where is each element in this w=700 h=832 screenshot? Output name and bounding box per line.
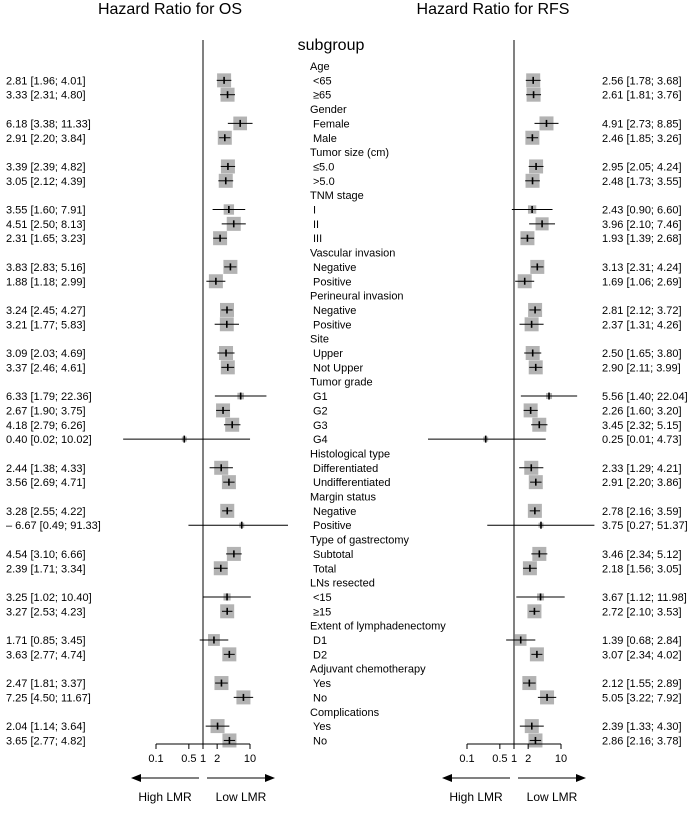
os-tick-label: 0.1	[148, 753, 164, 765]
os-arrow-right-head	[265, 774, 275, 782]
rfs-tick-label: 0.1	[459, 753, 475, 765]
subgroup-level-label: Female	[313, 118, 350, 131]
subgroup-category-label: LNs resected	[310, 577, 375, 590]
os-ci-text: 2.67 [1.90; 3.75]	[6, 405, 86, 418]
axis-layer	[131, 744, 586, 804]
rfs-ci-text: 2.78 [2.16; 3.59]	[602, 505, 682, 518]
subgroup-level-label: G4	[313, 434, 328, 447]
subgroup-category-label: Tumor grade	[310, 376, 373, 389]
rfs-ci-text: 3.46 [2.34; 5.12]	[602, 548, 682, 561]
os-ci-text: 3.28 [2.55; 4.22]	[6, 505, 86, 518]
rfs-ci-text: 3.13 [2.31; 4.24]	[602, 261, 682, 274]
rfs-ci-text: 2.33 [1.29; 4.21]	[602, 462, 682, 475]
os-ci-text: 2.39 [1.71; 3.34]	[6, 563, 86, 576]
os-ci-text: 7.25 [4.50; 11.67]	[6, 692, 91, 705]
subgroup-level-label: Male	[313, 132, 337, 145]
os-ci-text: 3.09 [2.03; 4.69]	[6, 348, 86, 360]
subgroup-level-label: G1	[313, 391, 328, 404]
rfs-tick-label: 10	[554, 753, 568, 765]
subgroup-category-label: Site	[310, 333, 329, 346]
subgroup-level-label: ≥15	[313, 606, 332, 619]
subgroup-category-label: Type of gastrectomy	[310, 534, 410, 547]
subgroup-level-label: <15	[313, 591, 332, 604]
subgroup-level-label: D1	[313, 635, 328, 647]
rfs-ci-text: 2.39 [1.33; 4.30]	[602, 721, 682, 734]
os-ci-text: 2.91 [2.20; 3.84]	[6, 132, 86, 145]
rfs-arrow-left-head	[442, 774, 452, 782]
rfs-ci-text: 2.91 [2.20; 3.86]	[602, 477, 682, 490]
rfs-arrow-right-head	[576, 774, 586, 782]
rfs-ci-text: 3.45 [2.32; 5.15]	[602, 419, 682, 432]
subgroup-level-label: II	[313, 218, 320, 231]
subgroup-category-label: Vascular invasion	[310, 247, 396, 260]
subgroup-level-label: Positive	[313, 520, 352, 533]
os-ci-text: 3.63 [2.77; 4.74]	[6, 649, 86, 662]
rfs-ci-text: 4.91 [2.73; 8.85]	[602, 118, 682, 131]
subgroup-level-label: No	[313, 692, 328, 705]
subgroup-category-label: Extent of lymphadenectomy	[310, 620, 446, 633]
os-tick-label: 1	[199, 753, 207, 765]
os-ci-text: 6.33 [1.79; 22.36]	[6, 391, 92, 404]
rows-layer	[6, 40, 688, 747]
os-title: Hazard Ratio for OS	[97, 1, 243, 18]
rfs-ci-text: 2.43 [0.90; 6.60]	[602, 204, 682, 217]
rfs-high-lmr-label: High LMR	[449, 790, 503, 804]
os-tick-label: 2	[214, 753, 221, 765]
os-ci-text: 3.27 [2.53; 4.23]	[6, 606, 86, 619]
rfs-ci-text: 2.46 [1.85; 3.26]	[602, 132, 682, 145]
subgroup-level-label: Not Upper	[313, 362, 364, 375]
subgroup-category-label: TNM stage	[310, 190, 364, 203]
rfs-ci-text: 1.69 [1.06; 2.69]	[602, 276, 682, 289]
os-ci-text: 3.55 [1.60; 7.91]	[6, 204, 86, 217]
subgroup-header: subgroup	[297, 37, 365, 54]
rfs-ci-text: 2.50 [1.65; 3.80]	[602, 348, 682, 360]
rfs-ci-text: 2.18 [1.56; 3.05]	[602, 563, 682, 576]
os-ci-text: – 6.67 [0.49; 91.33]	[6, 520, 101, 533]
rfs-low-lmr-label: Low LMR	[526, 790, 578, 804]
rfs-ci-text: 5.56 [1.40; 22.04]	[602, 391, 688, 404]
subgroup-level-label: III	[313, 233, 323, 246]
os-ci-text: 3.37 [2.46; 4.61]	[6, 362, 86, 375]
subgroup-level-label: Differentiated	[313, 462, 379, 475]
rfs-ci-text: 3.67 [1.12; 11.98]	[602, 591, 687, 604]
rfs-ci-text: 2.90 [2.11; 3.99]	[602, 362, 681, 375]
rfs-ci-text: 2.81 [2.12; 3.72]	[602, 304, 682, 317]
subgroup-level-label: D2	[313, 649, 328, 662]
os-arrow-left-head	[131, 774, 141, 782]
os-ci-text: 3.65 [2.77; 4.82]	[6, 735, 86, 748]
os-ci-text: 2.31 [1.65; 3.23]	[6, 233, 86, 246]
os-ci-text: 1.71 [0.85; 3.45]	[6, 635, 86, 647]
subgroup-level-label: G2	[313, 405, 328, 418]
rfs-title: Hazard Ratio for RFS	[416, 1, 570, 18]
subgroup-level-label: <65	[313, 75, 332, 88]
rfs-ci-text: 2.95 [2.05; 4.24]	[602, 161, 682, 174]
os-ci-text: 3.05 [2.12; 4.39]	[6, 175, 86, 188]
rfs-tick-label: 2	[525, 753, 532, 765]
subgroup-category-label: Margin status	[310, 491, 377, 504]
subgroup-level-label: Positive	[313, 276, 352, 289]
os-ci-text: 4.54 [3.10; 6.66]	[6, 548, 86, 561]
os-ci-text: 0.40 [0.02; 10.02]	[6, 434, 92, 447]
os-ci-text: 2.47 [1.81; 3.37]	[6, 678, 86, 691]
subgroup-category-label: Age	[310, 61, 330, 73]
rfs-ci-text: 3.07 [2.34; 4.02]	[602, 649, 682, 662]
rfs-ci-text: 2.12 [1.55; 2.89]	[602, 678, 682, 691]
os-ci-text: 3.83 [2.83; 5.16]	[6, 261, 86, 274]
os-ci-text: 3.25 [1.02; 10.40]	[6, 591, 92, 604]
os-ci-text: 6.18 [3.38; 11.33]	[6, 118, 91, 131]
rfs-ci-text: 3.75 [0.27; 51.37]	[602, 520, 688, 533]
os-ci-text: 3.33 [2.31; 4.80]	[6, 89, 86, 102]
subgroup-level-label: >5.0	[313, 175, 335, 188]
rfs-ci-text: 2.61 [1.81; 3.76]	[602, 89, 682, 102]
os-ci-text: 4.51 [2.50; 8.13]	[6, 218, 86, 231]
subgroup-level-label: G3	[313, 419, 328, 432]
os-ci-text: 3.39 [2.39; 4.82]	[6, 161, 86, 174]
os-ci-text: 2.81 [1.96; 4.01]	[6, 75, 86, 88]
os-ci-text: 3.56 [2.69; 4.71]	[6, 477, 86, 490]
subgroup-level-label: I	[313, 204, 317, 217]
rfs-ci-text: 2.86 [2.16; 3.78]	[602, 735, 682, 748]
os-tick-label: 0.5	[181, 753, 197, 765]
subgroup-level-label: Subtotal	[313, 548, 354, 561]
subgroup-level-label: Negative	[313, 304, 357, 317]
subgroup-level-label: ≥65	[313, 89, 332, 102]
os-ci-text: 1.88 [1.18; 2.99]	[6, 276, 86, 289]
rfs-ci-text: 1.39 [0.68; 2.84]	[602, 635, 682, 647]
subgroup-level-label: Negative	[313, 261, 357, 274]
rfs-ci-text: 1.93 [1.39; 2.68]	[602, 233, 682, 246]
os-ci-text: 2.44 [1.38; 4.33]	[6, 462, 86, 475]
subgroup-category-label: Histological type	[310, 448, 391, 461]
rfs-ci-text: 2.48 [1.73; 3.55]	[602, 175, 682, 188]
subgroup-category-label: Adjuvant chemotherapy	[310, 663, 426, 676]
subgroup-level-label: No	[313, 735, 328, 748]
subgroup-level-label: Upper	[313, 348, 343, 360]
os-ci-text: 2.04 [1.14; 3.64]	[6, 721, 86, 734]
rfs-ci-text: 3.96 [2.10; 7.46]	[602, 218, 682, 231]
rfs-ci-text: 2.72 [2.10; 3.53]	[602, 606, 682, 619]
rfs-ci-text: 2.26 [1.60; 3.20]	[602, 405, 682, 418]
rfs-ci-text: 2.56 [1.78; 3.68]	[602, 75, 682, 88]
subgroup-category-label: Tumor size (cm)	[310, 147, 390, 160]
rfs-ci-text: 2.37 [1.31; 4.26]	[602, 319, 682, 332]
os-ci-text: 3.21 [1.77; 5.83]	[6, 319, 86, 332]
subgroup-category-label: Gender	[310, 104, 347, 117]
os-low-lmr-label: Low LMR	[215, 790, 267, 804]
subgroup-category-label: Complications	[310, 706, 380, 719]
subgroup-level-label: Negative	[313, 505, 357, 518]
subgroup-level-label: Undifferentiated	[313, 477, 391, 490]
rfs-ci-text: 5.05 [3.22; 7.92]	[602, 692, 682, 705]
os-ci-text: 4.18 [2.79; 6.26]	[6, 419, 86, 432]
rfs-tick-label: 1	[510, 753, 518, 765]
os-tick-label: 10	[243, 753, 257, 765]
rfs-tick-label: 0.5	[492, 753, 508, 765]
rfs-ci-text: 0.25 [0.01; 4.73]	[602, 434, 682, 447]
subgroup-level-label: Yes	[313, 721, 331, 734]
subgroup-level-label: Positive	[313, 319, 352, 332]
subgroup-level-label: Total	[313, 563, 337, 576]
subgroup-category-label: Perineural invasion	[310, 290, 404, 303]
subgroup-level-label: Yes	[313, 678, 331, 691]
subgroup-level-label: ≤5.0	[313, 161, 335, 174]
os-high-lmr-label: High LMR	[138, 790, 192, 804]
os-ci-text: 3.24 [2.45; 4.27]	[6, 304, 86, 317]
